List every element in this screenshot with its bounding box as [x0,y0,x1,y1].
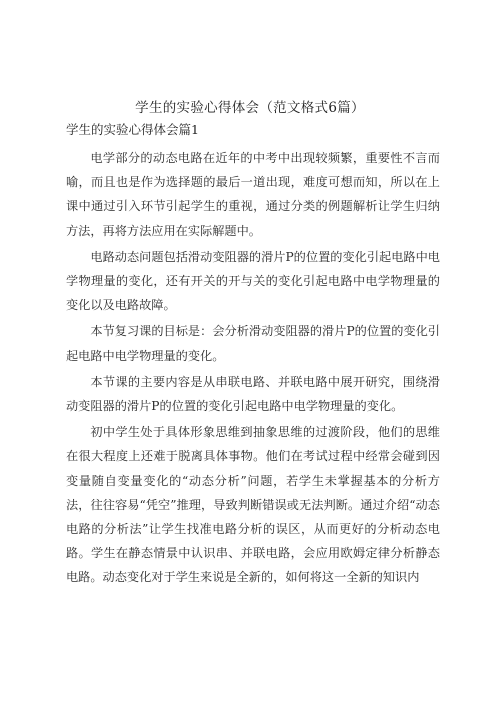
paragraph: 初中学生处于具体形象思维到抽象思维的过渡阶段，他们的思维在很大程度上还难于脱离具体事物。他们在考试过程中经常会碰到因变量随自变量变化的“动态分析”问题，若学生未掌握基本的分析方法，往往容易“凭空”推理，导致判断错误或无法判断。通过介绍“动态电路的分析法”让学生找准电路分析的误区，从而更好的分析动态电路。学生在静态情景中认识串、并联电路，会应用欧姆定律分析静态电路。动态变化对于学生来说是全新的，如何将这一全新的知识内 [66,425,440,585]
paragraph: 本节复习课的目标是：会分析滑动变阻器的滑片P的位置的变化引起电路中电学物理量的变化。 [66,324,440,363]
paragraph: 本节课的主要内容是从串联电路、并联电路中展开研究，围绕滑动变阻器的滑片P的位置的变化引起电路中电学物理量的变化。 [66,374,440,414]
section-heading: 学生的实验心得体会篇1 [66,122,199,137]
document-body [66,146,440,592]
paragraph: 电学部分的动态电路在近年的中考中出现较频繁，重要性不言而喻，而且也是作为选择题的最后一道出现，难度可想而知，所以在上课中通过引入环节引起学生的重视，通过分类的例题解析让学生归纳方法，再将方法应用在实际解题中。 [66,151,440,238]
paragraph: 电路动态问题包括滑动变阻器的滑片P的位置的变化引起电路中电学物理量的变化，还有开关的开与关的变化引起电路中电学物理量的变化以及电路故障。 [66,249,440,313]
document-title: 学生的实验心得体会（范文格式6篇） [135,100,365,116]
